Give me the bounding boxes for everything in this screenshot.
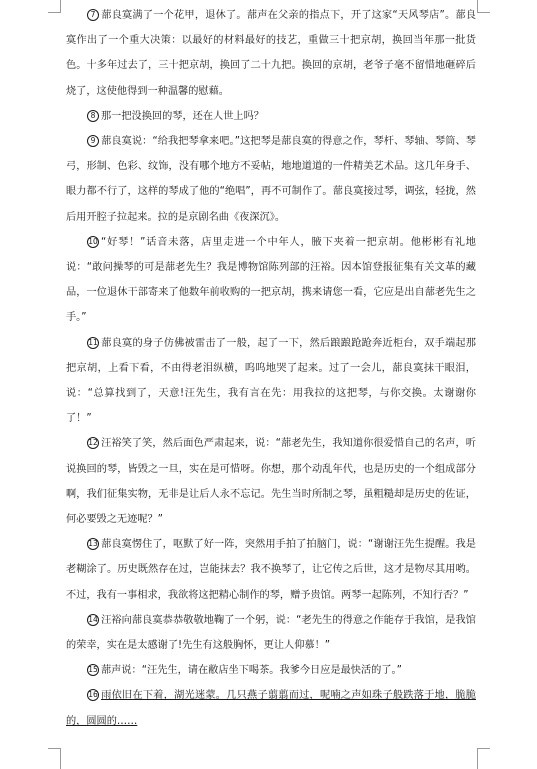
paragraph-12: [66, 431, 476, 532]
paragraph-number: 10: [88, 236, 98, 246]
paragraph-number: 13: [88, 539, 98, 549]
paragraph-text: 汪裕笑了笑，然后面色严肃起来，说：“蔀老先生，我知道你很爱惜自己的名声，听说换回的琴，皆毁之一旦，实在是可惜呀。你想，那个动乱年代，也是历史的一个组成部分啊，我们征集实物，无非是让后人永不忘记。先生当时所制之琴，虽粗糙却是历史的佐证，何必要毁之无迹呢？”: [66, 438, 476, 526]
paragraph-7: [66, 3, 476, 104]
paragraph-9: [66, 129, 476, 230]
underlined-paragraph-text: 雨依旧在下着，湖光迷蒙。几只燕子翦翦而过，呢喃之声如珠子般跌落于地，脆脆的，圆圆的……: [66, 690, 476, 727]
paragraph-number: 14: [88, 614, 98, 624]
paragraph-number: 11: [88, 337, 98, 347]
paragraph-number: 15: [88, 665, 98, 675]
paragraph-text: 汪裕向蔀良寞恭恭敬敬地鞠了一个躬，说：“老先生的得意之作能存于我馆，是我馆的荣幸，实在是太感谢了!先生有这般胸怀，更让人仰慕！”: [66, 614, 476, 652]
paragraph-16: [66, 683, 476, 733]
paragraph-number: 7: [87, 9, 99, 21]
paragraph-text: 那一把没换回的琴，还在人世上吗？: [101, 110, 264, 122]
paragraph-11: [66, 331, 476, 432]
paragraph-text: 蔀声说：“汪先生，请在敝店坐下喝茶。我爹今日应是最快活的了。”: [101, 665, 402, 677]
paragraph-number: 8: [87, 110, 99, 122]
paragraph-number: 16: [88, 690, 98, 700]
paragraph-15: [66, 658, 476, 683]
paragraph-text: 蔀良寞满了一个花甲，退休了。蔀声在父亲的指点下，开了这家“天风琴店”。蔀良寞作出了一个重大决策：以最好的材料最好的技艺，重做三十把京胡，换回当年那一批货色。十多年过去了，三十把京胡，换回了二十九把。换回的京胡，老爷子毫不留惜地砸碎后烧了，这使他得到一种温馨的慰藉。: [66, 10, 476, 97]
page-corner-mark: [477, 0, 490, 13]
paragraph-number: 9: [87, 135, 99, 147]
paragraph-text: 蔀良寞说：“给我把琴拿来吧。”这把琴是蔀良寞的得意之作，琴杆、琴轴、琴筒、琴弓，形制、色彩、纹饰，没有哪个地方不妥帖，地地道道的一件精美艺术品。这几年身手、眼力都不行了，这样的琴成了他的“绝唱”，再不可制作了。蔀良寞接过琴，调弦，轻拢，然后用开腔子拉起来。拉的是京剧名曲《夜深沉》。: [66, 136, 476, 223]
paragraph-number: 12: [88, 438, 98, 448]
paragraph-text: 蔀良寞愣住了，呕默了好一阵，突然用手拍了拍脑门，说：“谢谢汪先生提醒。我是老糊涂了。历史既然存在过，岂能抹去？我不换琴了，让它传之后世，这才是物尽其用哟。不过，我有一事相求，我欲将这把精心制作的琴，赠予贵馆。两琴一起陈列，不知行否？”: [66, 539, 476, 601]
paragraph-13: [66, 532, 476, 608]
paragraph-14: [66, 608, 476, 658]
page-corner-mark: [477, 748, 490, 769]
paragraph-10: [66, 230, 476, 331]
paragraph-8: [66, 104, 476, 129]
paragraph-text: “好琴！”话音未落，店里走进一个中年人，腋下夹着一把京胡。他彬彬有礼地说：“敢问操琴的可是蔀老先生？我是博物馆陈列部的汪裕。因本馆登报征集有关文革的藏品，一位退休干部寄来了他数年前收购的一把京胡，携来请您一看，它应是出自蔀老先生之手。”: [66, 236, 476, 324]
document-body: [66, 3, 476, 734]
page-corner-mark: [48, 748, 61, 769]
page-corner-mark: [48, 0, 61, 13]
paragraph-text: 蔀良寞的身子仿佛被雷击了一般，起了一下，然后踉踉跄跄奔近柜台，双手端起那把京胡，上看下看，不由得老泪纵横，呜呜地哭了起来。过了一会儿，蔀良寞抹干眼泪，说：“总算找到了，天意!汪先生，我有言在先：用我拉的这把琴，与你交换。太谢谢你了！”: [66, 337, 476, 425]
